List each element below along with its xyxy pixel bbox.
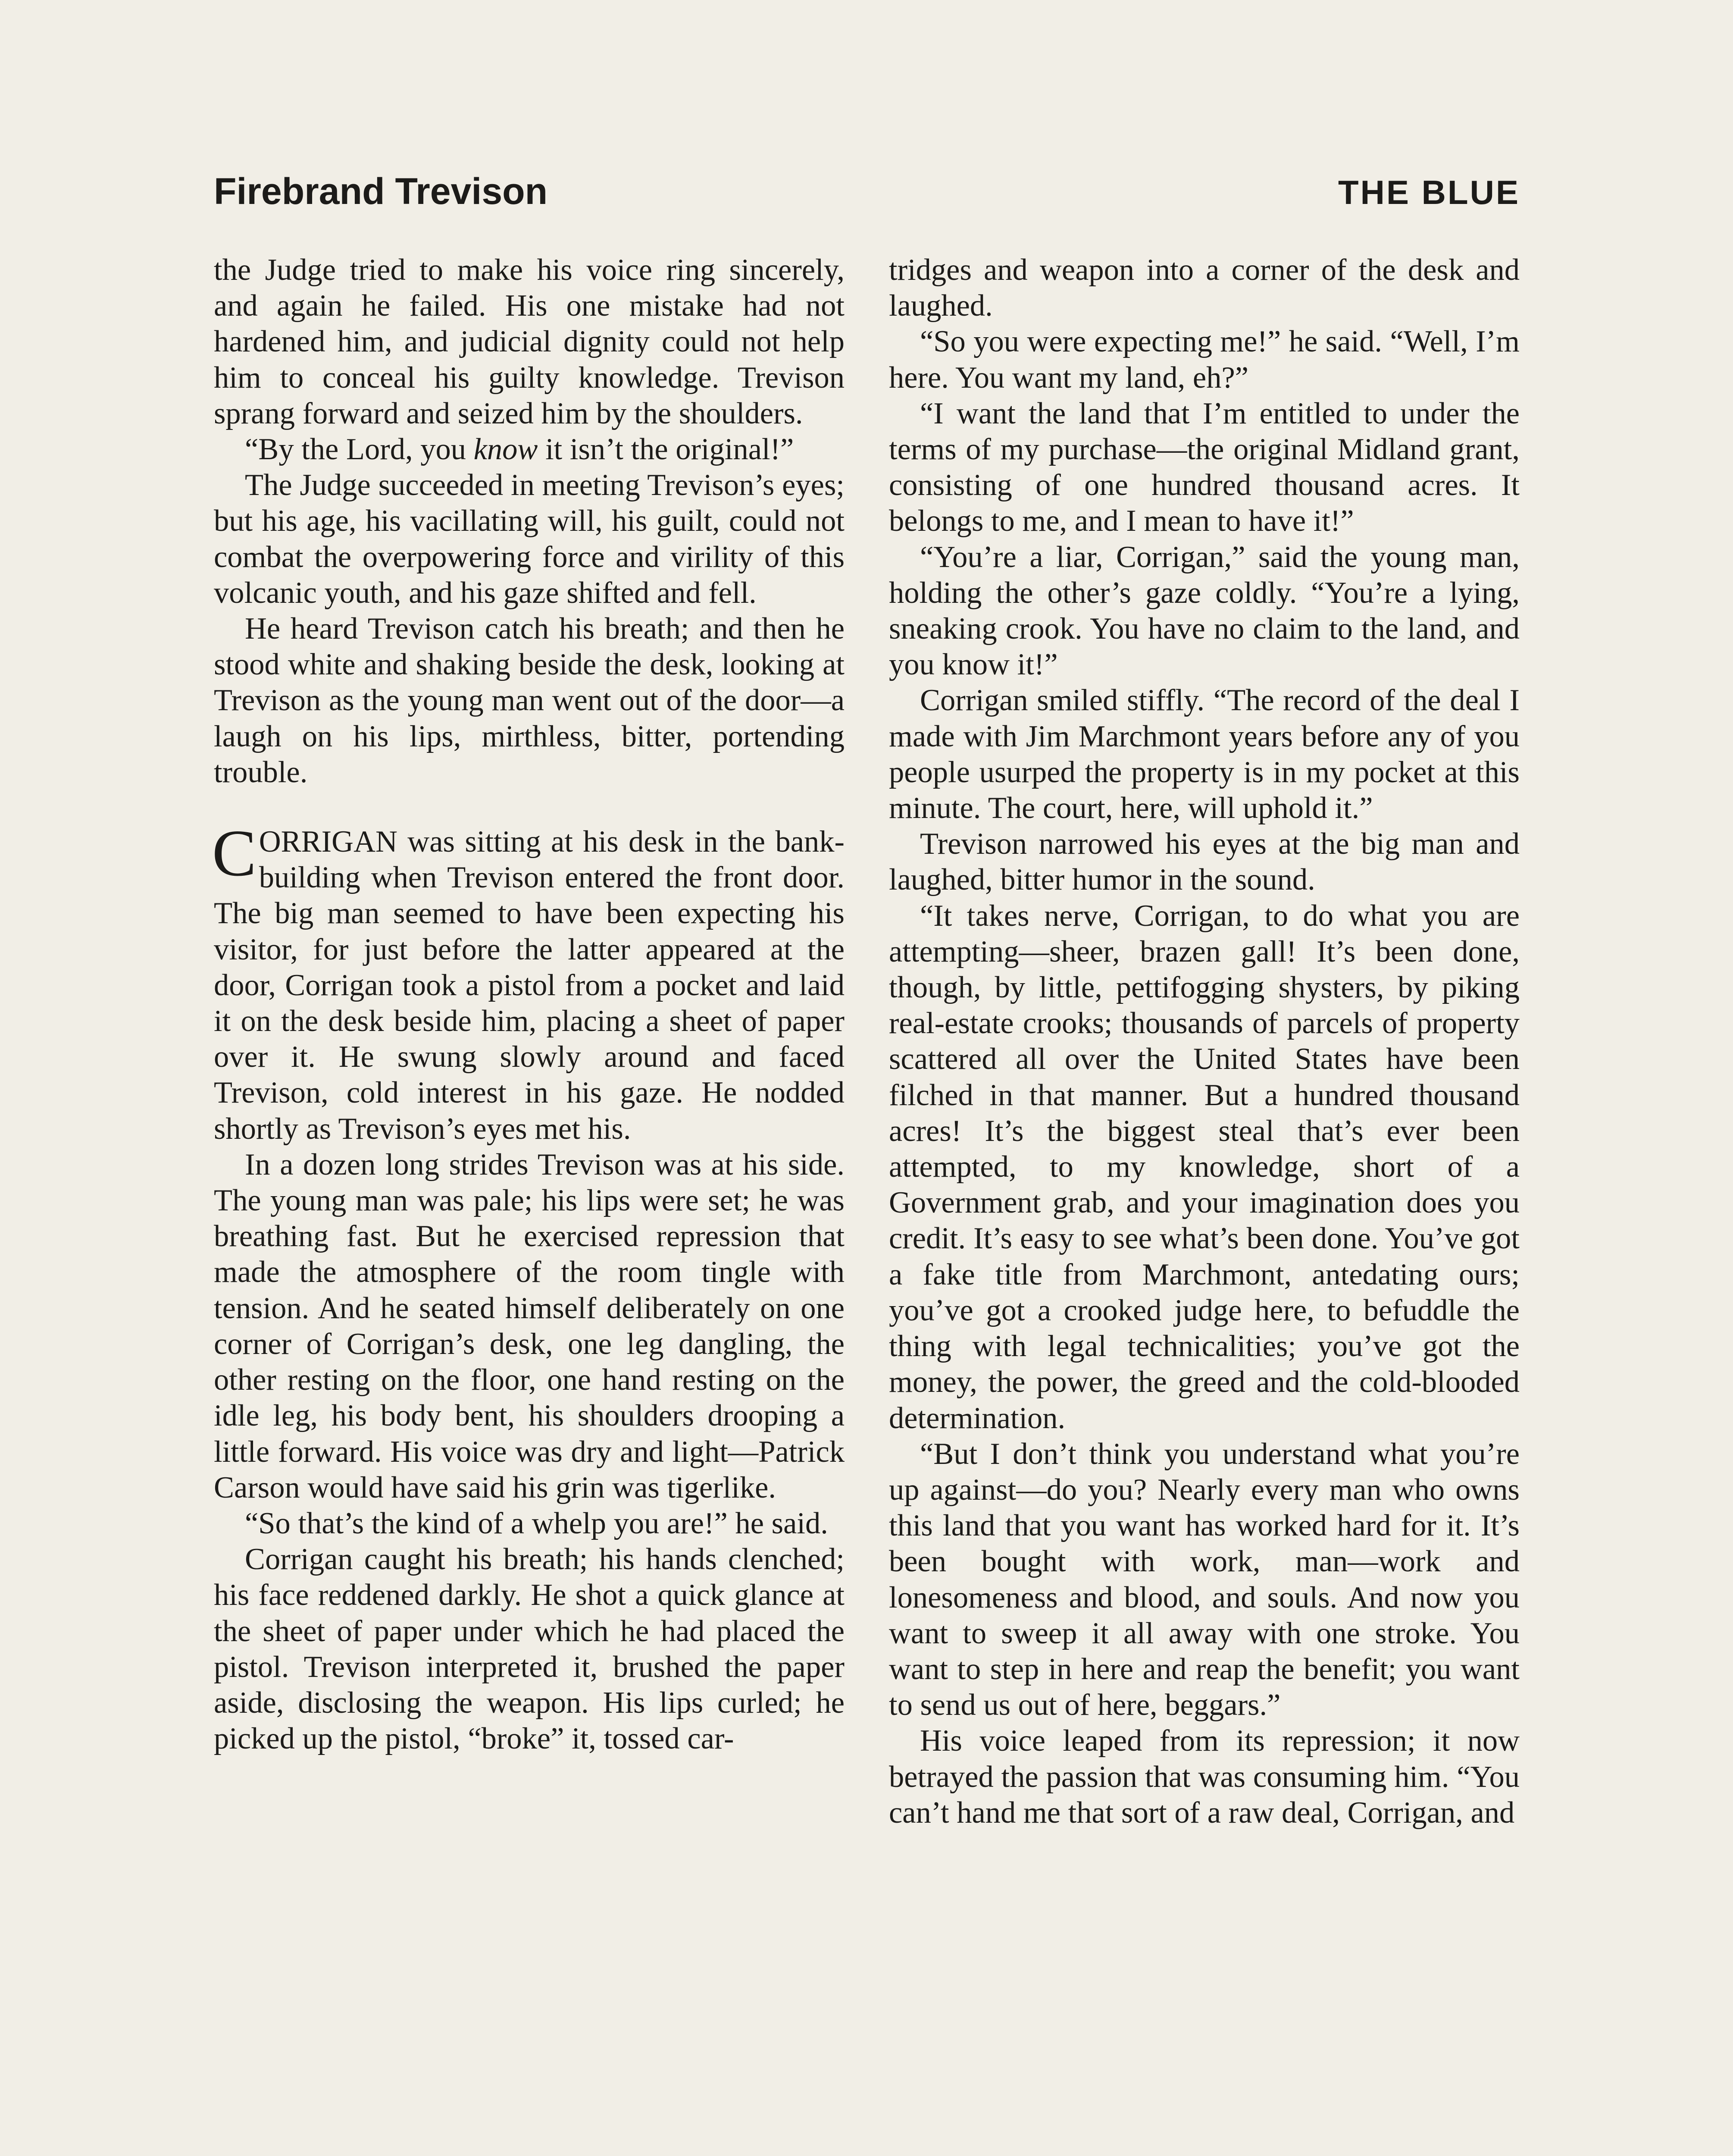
text-run: ORRIGAN was sitting at his desk in the bank-building when Trevison entered the front door. The big man seemed to have been expecting his visitor, for just before the latter appeared at the door, Corrigan took a pistol from a pocket and laid it on the desk beside him, placing a sheet of paper over it. He swung slowly around and faced Trevison, cold interest in his gaze. He nodded shortly as Trevison’s eyes met his. [214, 825, 845, 1146]
paragraph: “You’re a liar, Corrigan,” said the young man, holding the other’s gaze coldly. “You’re a lying, sneaking crook. You have no claim to the land, and you know it!” [889, 540, 1520, 682]
running-head [214, 170, 1520, 213]
emphasis: know [473, 432, 538, 467]
story-title: Firebrand Trevison [214, 171, 548, 212]
paragraph: He heard Trevison catch his breath; and then he stood white and shaking beside the desk, looking at Trevison as the young man went out of the door—a laugh on his lips, mirthless, bitter, portending trouble. [214, 612, 845, 789]
paragraph: Corrigan smiled stiffly. “The record of the deal I made with Jim Marchmont years before any of you people usurped the property is in my pocket at this minute. The court, here, will uphold it.” [889, 683, 1520, 825]
left-column [214, 252, 845, 2156]
paragraph: the Judge tried to make his voice ring sincerely, and again he failed. His one mistake had not hardened him, and judicial dignity could not help him to conceal his guilty knowledge. Trevison sprang forward and seized him by the shoulders. [214, 253, 845, 430]
drop-cap: C [212, 817, 257, 890]
text-run: it isn’t the original!” [538, 432, 794, 467]
paragraph: “But I don’t think you understand what you’re up against—do you? Nearly every man who owns this land that you want has worked hard for it. It’s been bought with work, man—work and lonesomeness and blood, and souls. And now you want to sweep it all away with one stroke. You want to step in here and reap the benefit; you want to send us out of here, beggars.” [889, 1437, 1520, 1722]
text-run: “By the Lord, you [245, 432, 474, 467]
right-column [889, 252, 1520, 2156]
paragraph: Trevison narrowed his eyes at the big man and laughed, bitter humor in the sound. [889, 827, 1520, 897]
magazine-title: THE BLUE [1338, 173, 1520, 211]
paragraph: His voice leaped from its repression; it now betrayed the passion that was consuming him. “You can’t hand me that sort of a raw deal, Corrigan, and [889, 1724, 1520, 1830]
paragraph: “It takes nerve, Corrigan, to do what you are attempting—sheer, brazen gall! It’s been done, though, by little, pettifogging shysters, by piking real-estate crooks; thousands of parcels of property scattered all over the United States have been filched in that manner. But a hundred thousand acres! It’s the biggest steal that’s ever been attempted, to my knowledge, short of a Government grab, and your imagination does you credit. It’s easy to see what’s been done. You’ve got a fake title from Marchmont, antedating ours; you’ve got a crooked judge here, to befuddle the thing with legal technicalities; you’ve got the money, the power, the greed and the cold-blooded determination. [889, 899, 1520, 1435]
paragraph: “So you were expecting me!” he said. “Well, I’m here. You want my land, eh?” [889, 325, 1520, 395]
paragraph: Corrigan caught his breath; his hands clenched; his face reddened darkly. He shot a quick glance at the sheet of paper under which he had placed the pistol. Trevison interpreted it, brushed the paper aside, disclosing the weapon. His lips curled; he picked up the pistol, “broke” it, tossed car- [214, 1542, 845, 1756]
paragraph: In a dozen long strides Trevison was at his side. The young man was pale; his lips were set; he was breathing fast. But he exercised repression that made the atmosphere of the room tingle with tension. And he seated himself deliberately on one corner of Corrigan’s desk, one leg dangling, the other resting on the floor, one hand resting on the idle leg, his body bent, his shoulders drooping a little forward. His voice was dry and light—Patrick Carson would have said his grin was tigerlike. [214, 1147, 845, 1504]
paragraph [214, 432, 845, 467]
paragraph: “I want the land that I’m entitled to under the terms of my purchase—the original Midland grant, consisting of one hundred thousand acres. It belongs to me, and I mean to have it!” [889, 396, 1520, 538]
paragraph: The Judge succeeded in meeting Trevison’s eyes; but his age, his vacillating will, his guilt, could not combat the overpowering force and virility of this volcanic youth, and his gaze shifted and fell. [214, 468, 845, 610]
paragraph: tridges and weapon into a corner of the desk and laughed. [889, 253, 1520, 323]
section-start-paragraph [212, 817, 845, 1147]
paragraph: “So that’s the kind of a whelp you are!” he said. [245, 1506, 828, 1540]
